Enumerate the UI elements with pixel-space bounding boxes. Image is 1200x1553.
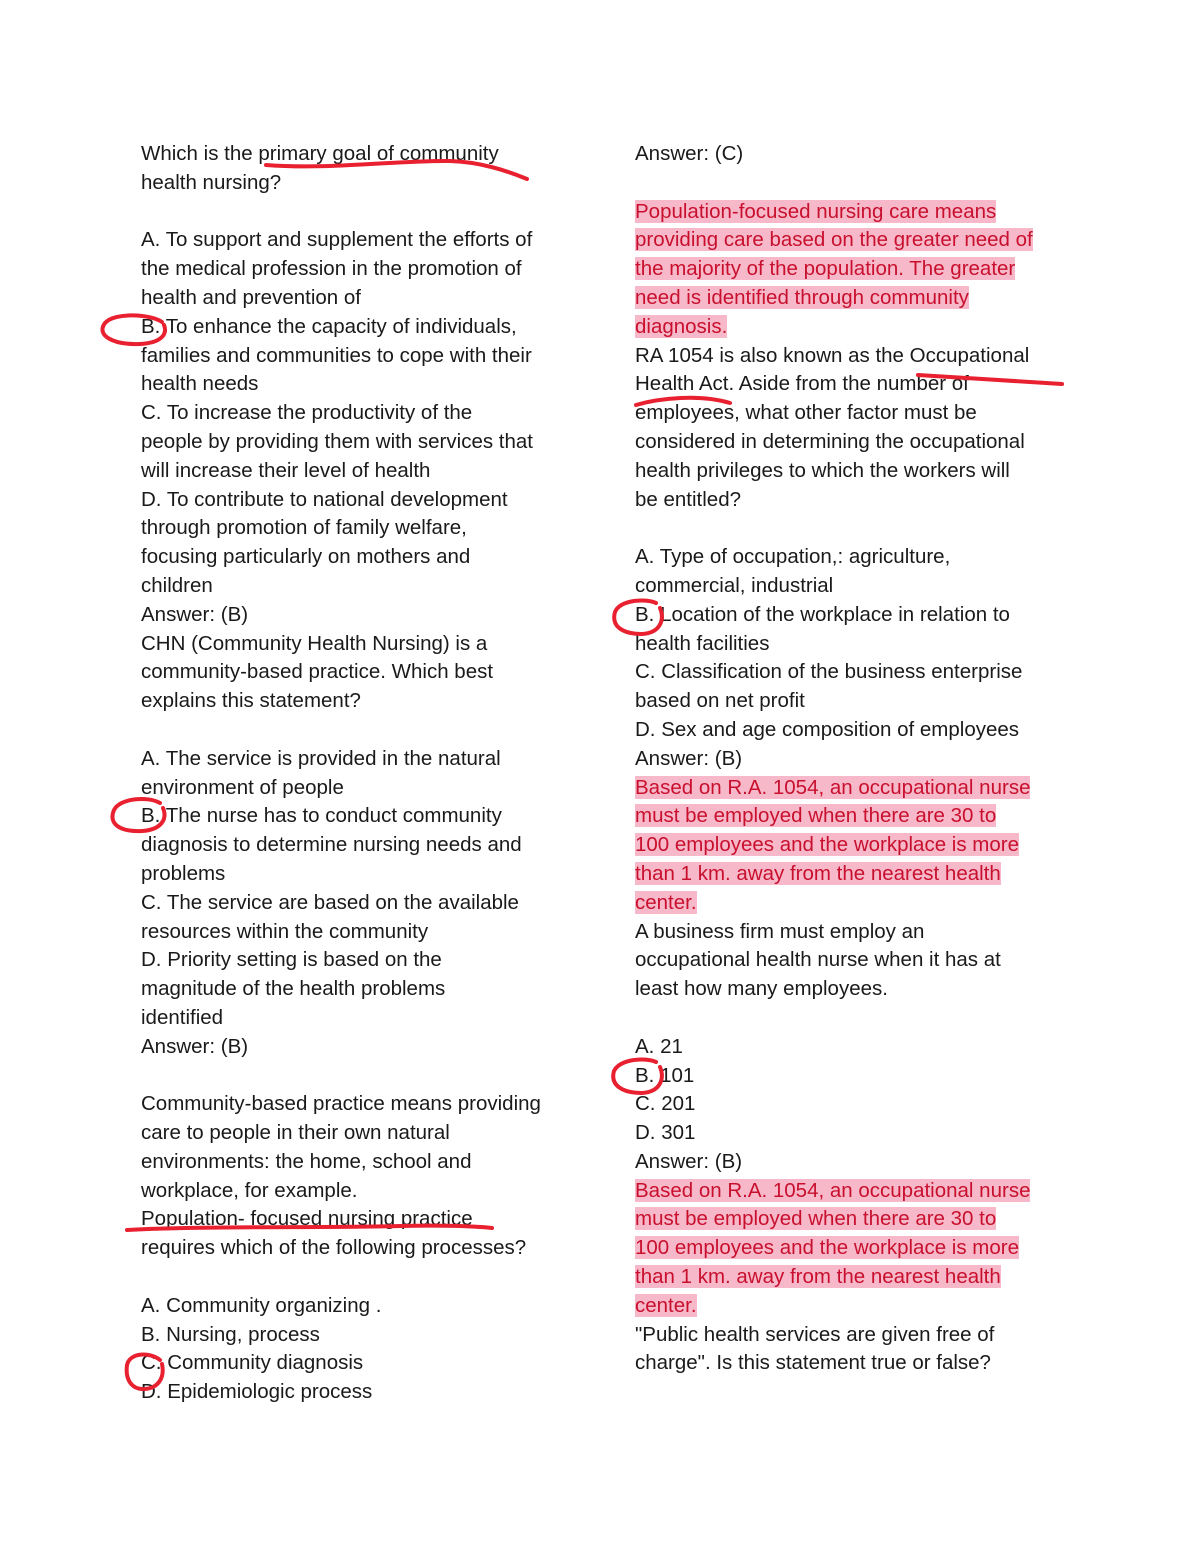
text-line — [635, 140, 1075, 169]
text-line — [141, 889, 581, 918]
line-text: people by providing them with services that — [141, 429, 533, 453]
text-line — [635, 1205, 1075, 1234]
line-text: A. Type of occupation,: agriculture, — [635, 545, 951, 569]
line-text: employees, what other factor must be — [635, 401, 977, 425]
text-line — [141, 1148, 581, 1177]
text-line — [635, 745, 1075, 774]
line-text: diagnosis. — [635, 314, 728, 338]
text-line — [635, 774, 1075, 803]
text-line — [141, 486, 581, 515]
text-line — [141, 1119, 581, 1148]
text-line — [635, 860, 1075, 889]
line-text: Answer: (C) — [635, 142, 744, 165]
text-line — [635, 342, 1075, 371]
line-text: be entitled? — [635, 487, 742, 511]
line-text: A business firm must employ an — [635, 919, 925, 943]
line-text: community-based practice. Which best — [141, 660, 494, 684]
text-line — [141, 1004, 581, 1033]
line-text: providing care based on the greater need of — [635, 228, 1033, 252]
line-text: occupational health nurse when it has at — [635, 948, 1001, 972]
line-text: must be employed when there are 30 to — [635, 1207, 997, 1231]
text-line — [635, 630, 1075, 659]
left-column — [141, 140, 581, 1407]
text-line — [635, 687, 1075, 716]
text-line — [635, 1177, 1075, 1206]
line-text: children — [141, 573, 213, 597]
line-text: center. — [635, 890, 697, 914]
text-line — [141, 1205, 581, 1234]
text-line — [635, 1321, 1075, 1350]
text-line — [141, 543, 581, 572]
line-text: environment of people — [141, 775, 344, 799]
line-text: B. The nurse has to conduct community — [141, 804, 502, 828]
text-line — [635, 918, 1075, 947]
blank-line — [635, 514, 1075, 543]
line-text: B. 101 — [635, 1063, 695, 1087]
blank-line — [141, 198, 581, 227]
line-text: families and communities to cope with their — [141, 343, 532, 367]
line-text: least how many employees. — [635, 977, 888, 1001]
line-text: commercial, industrial — [635, 573, 834, 597]
text-line — [141, 918, 581, 947]
line-text: B. Nursing, process — [141, 1322, 320, 1346]
text-line — [141, 284, 581, 313]
text-line — [141, 1033, 581, 1062]
line-text: health needs — [141, 372, 259, 396]
text-line — [141, 1234, 581, 1263]
line-text: 100 employees and the workplace is more — [635, 1236, 1020, 1260]
line-text: requires which of the following processes? — [141, 1236, 527, 1260]
line-text: D. 301 — [635, 1121, 696, 1145]
text-line — [635, 1062, 1075, 1091]
line-text: center. — [635, 1293, 697, 1317]
text-line — [635, 399, 1075, 428]
line-text: RA 1054 is also known as the Occupational — [635, 343, 1030, 367]
text-line — [635, 198, 1075, 227]
text-line — [635, 486, 1075, 515]
text-line — [141, 140, 581, 169]
line-text: D. Epidemiologic process — [141, 1380, 373, 1404]
line-text: health nursing? — [141, 170, 282, 194]
line-text: care to people in their own natural — [141, 1121, 450, 1145]
text-line — [141, 399, 581, 428]
line-text: D. Sex and age composition of employees — [635, 717, 1020, 741]
line-text: Population-focused nursing care means — [635, 199, 997, 223]
line-text: Based on R.A. 1054, an occupational nurse — [635, 775, 1031, 799]
line-text: Health Act. Aside from the number of — [635, 372, 969, 396]
text-line — [635, 1119, 1075, 1148]
line-text: C. Classification of the business enterprise — [635, 660, 1023, 684]
text-line — [635, 255, 1075, 284]
line-text: Population- focused nursing practice — [141, 1207, 473, 1231]
text-line — [141, 1090, 581, 1119]
text-line — [635, 1349, 1075, 1378]
line-text: Answer: (B) — [141, 1034, 249, 1058]
text-line — [141, 860, 581, 889]
text-line — [635, 802, 1075, 831]
line-text: considered in determining the occupational — [635, 429, 1025, 453]
text-line — [141, 313, 581, 342]
text-line — [141, 1378, 581, 1407]
line-text: workplace, for example. — [141, 1178, 358, 1202]
text-line — [635, 1090, 1075, 1119]
line-text: resources within the community — [141, 919, 429, 943]
line-text: the majority of the population. The greater — [635, 257, 1016, 281]
line-text: C. To increase the productivity of the — [141, 401, 473, 425]
text-line — [141, 802, 581, 831]
line-text: Which is the primary goal of community — [141, 142, 499, 165]
line-text: A. 21 — [635, 1034, 683, 1058]
line-text: diagnosis to determine nursing needs and — [141, 833, 522, 857]
line-text: problems — [141, 861, 226, 885]
text-line — [141, 1177, 581, 1206]
line-text: Answer: (B) — [635, 1149, 743, 1173]
line-text: D. Priority setting is based on the — [141, 948, 442, 972]
text-line — [635, 1033, 1075, 1062]
line-text: environments: the home, school and — [141, 1149, 472, 1173]
text-line — [635, 946, 1075, 975]
line-text: health facilities — [635, 631, 770, 655]
line-text: Answer: (B) — [635, 746, 743, 770]
text-line — [141, 514, 581, 543]
text-line — [141, 630, 581, 659]
text-line — [141, 601, 581, 630]
right-column — [635, 140, 1075, 1378]
text-line — [141, 774, 581, 803]
text-line — [635, 428, 1075, 457]
line-text: charge". Is this statement true or false? — [635, 1351, 991, 1375]
text-line — [635, 370, 1075, 399]
text-line — [141, 745, 581, 774]
text-line — [141, 831, 581, 860]
line-text: based on net profit — [635, 689, 805, 713]
text-line — [635, 457, 1075, 486]
text-line — [635, 543, 1075, 572]
blank-line — [635, 169, 1075, 198]
text-line — [635, 1292, 1075, 1321]
line-text: B. To enhance the capacity of individuals, — [141, 314, 517, 338]
text-line — [141, 226, 581, 255]
line-text: focusing particularly on mothers and — [141, 545, 471, 569]
text-line — [141, 342, 581, 371]
line-text: A. The service is provided in the natural — [141, 746, 501, 770]
line-text: A. Community organizing . — [141, 1293, 382, 1317]
line-text: A. To support and supplement the efforts of — [141, 228, 533, 252]
text-line — [141, 1321, 581, 1350]
text-line — [141, 1292, 581, 1321]
line-text: C. Community diagnosis — [141, 1351, 364, 1375]
text-line — [141, 457, 581, 486]
line-text: explains this statement? — [141, 689, 361, 713]
text-line — [635, 1263, 1075, 1292]
text-line — [635, 658, 1075, 687]
blank-line — [141, 1062, 581, 1091]
line-text: than 1 km. away from the nearest health — [635, 861, 1001, 885]
line-text: health privileges to which the workers will — [635, 458, 1010, 482]
text-line — [635, 572, 1075, 601]
text-line — [635, 226, 1075, 255]
text-line — [635, 716, 1075, 745]
line-text: C. The service are based on the available — [141, 890, 519, 914]
line-text: health and prevention of — [141, 285, 361, 309]
text-line — [141, 687, 581, 716]
line-text: D. To contribute to national development — [141, 487, 508, 511]
text-line — [141, 658, 581, 687]
line-text: Community-based practice means providing — [141, 1092, 541, 1116]
text-line — [635, 601, 1075, 630]
line-text: B. Location of the workplace in relation to — [635, 602, 1010, 626]
text-line — [141, 255, 581, 284]
line-text: the medical profession in the promotion of — [141, 257, 522, 281]
text-line — [141, 428, 581, 457]
line-text: through promotion of family welfare, — [141, 516, 467, 540]
blank-line — [635, 1004, 1075, 1033]
blank-line — [141, 716, 581, 745]
line-text: will increase their level of health — [141, 458, 431, 482]
line-text: identified — [141, 1005, 224, 1029]
line-text: CHN (Community Health Nursing) is a — [141, 631, 488, 655]
line-text: "Public health services are given free of — [635, 1322, 995, 1346]
line-text: must be employed when there are 30 to — [635, 804, 997, 828]
text-line — [141, 975, 581, 1004]
text-line — [141, 946, 581, 975]
line-text: 100 employees and the workplace is more — [635, 833, 1020, 857]
line-text: Answer: (B) — [141, 602, 249, 626]
line-text: magnitude of the health problems — [141, 977, 446, 1001]
text-line — [141, 370, 581, 399]
line-text: C. 201 — [635, 1092, 696, 1116]
text-line — [141, 1349, 581, 1378]
text-line — [635, 889, 1075, 918]
line-text: Based on R.A. 1054, an occupational nurse — [635, 1178, 1031, 1202]
text-line — [141, 169, 581, 198]
text-line — [141, 572, 581, 601]
text-line — [635, 1148, 1075, 1177]
text-line — [635, 284, 1075, 313]
text-line — [635, 975, 1075, 1004]
blank-line — [141, 1263, 581, 1292]
line-text: than 1 km. away from the nearest health — [635, 1265, 1001, 1289]
text-line — [635, 1234, 1075, 1263]
line-text: need is identified through community — [635, 285, 969, 309]
text-line — [635, 313, 1075, 342]
text-line — [635, 831, 1075, 860]
